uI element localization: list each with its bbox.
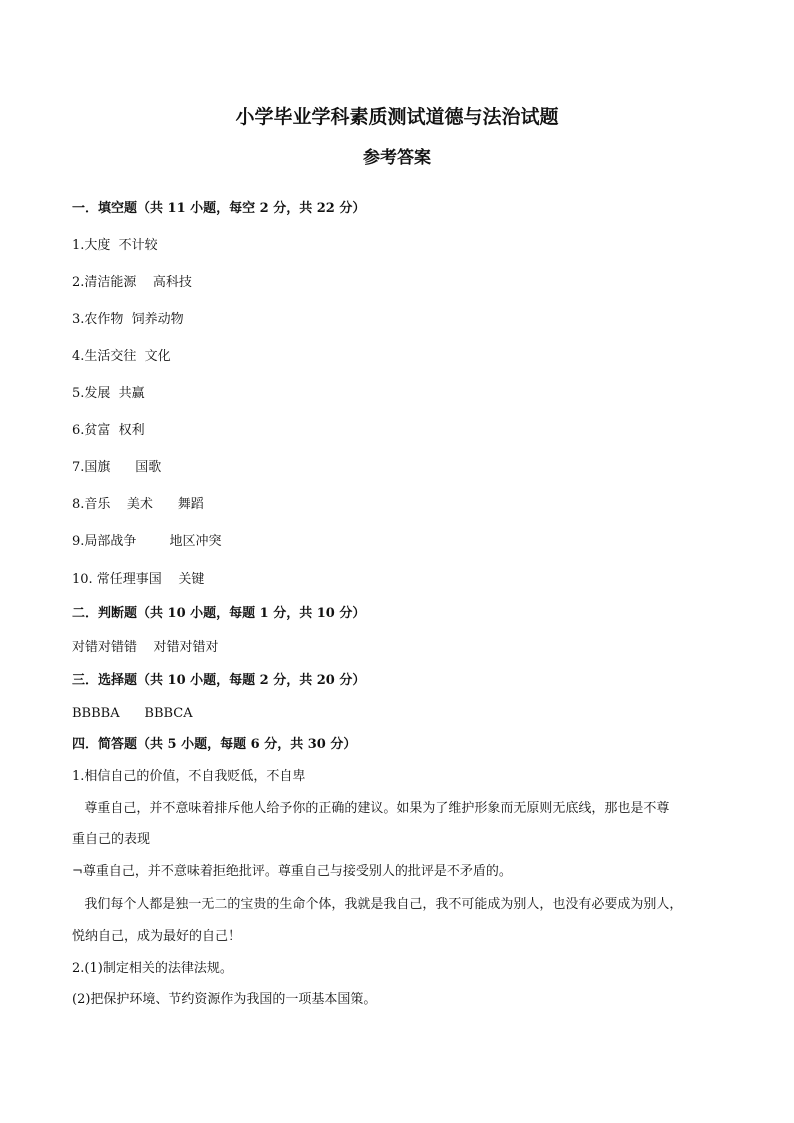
document-title: 小学毕业学科素质测试道德与法治试题 [235, 106, 559, 128]
answer-line: (2)把保护环境、节约资源作为我国的一项基本国策。 [72, 992, 377, 1007]
section-heading-fill-in: 一．填空题（共 11 小题，每空 2 分，共 22 分） [72, 201, 366, 216]
answer-line: 6.贫富 权利 [72, 423, 145, 438]
answer-line: ¬尊重自己，并不意味着拒绝批评。尊重自己与接受别人的批评是不矛盾的。 [72, 864, 512, 879]
answer-line: 重自己的表现 [72, 832, 151, 847]
answer-line: 5.发展 共赢 [72, 386, 145, 401]
section-heading-true-false: 二．判断题（共 10 小题，每题 1 分，共 10 分） [72, 606, 366, 621]
answer-line: 1.大度 不计较 [72, 238, 158, 253]
answer-line: 对错对错错 对错对错对 [72, 640, 219, 655]
answer-line: 悦纳自己，成为最好的自己！ [72, 929, 242, 944]
answer-line: BBBBA BBBCA [72, 706, 193, 721]
answer-line: 2.(1)制定相关的法律法规。 [72, 961, 233, 976]
answer-line: 4.生活交往 文化 [72, 349, 171, 364]
answer-line: 2.清洁能源 高科技 [72, 275, 192, 290]
answer-line: 7.国旗 国歌 [72, 460, 162, 475]
answer-line: 3.农作物 饲养动物 [72, 312, 184, 327]
section-heading-short-answer: 四．简答题（共 5 小题，每题 6 分，共 30 分） [72, 737, 357, 752]
answer-line: 尊重自己，并不意味着排斥他人给予你的正确的建议。如果为了维护形象而无原则无底线，那也是不尊 [72, 801, 670, 816]
answer-line: 9.局部战争 地区冲突 [72, 534, 222, 549]
document-subtitle: 参考答案 [363, 148, 431, 168]
answer-line: 10. 常任理事国 关键 [72, 572, 205, 587]
answer-line: 我们每个人都是独一无二的宝贵的生命个体，我就是我自己，我不可能成为别人，也没有必要成为别人， [72, 897, 683, 912]
answer-line: 8.音乐 美术 舞蹈 [72, 497, 204, 512]
section-heading-multiple-choice: 三．选择题（共 10 小题，每题 2 分，共 20 分） [72, 673, 366, 688]
answer-line: 1.相信自己的价值，不自我贬低，不自卑 [72, 769, 306, 784]
